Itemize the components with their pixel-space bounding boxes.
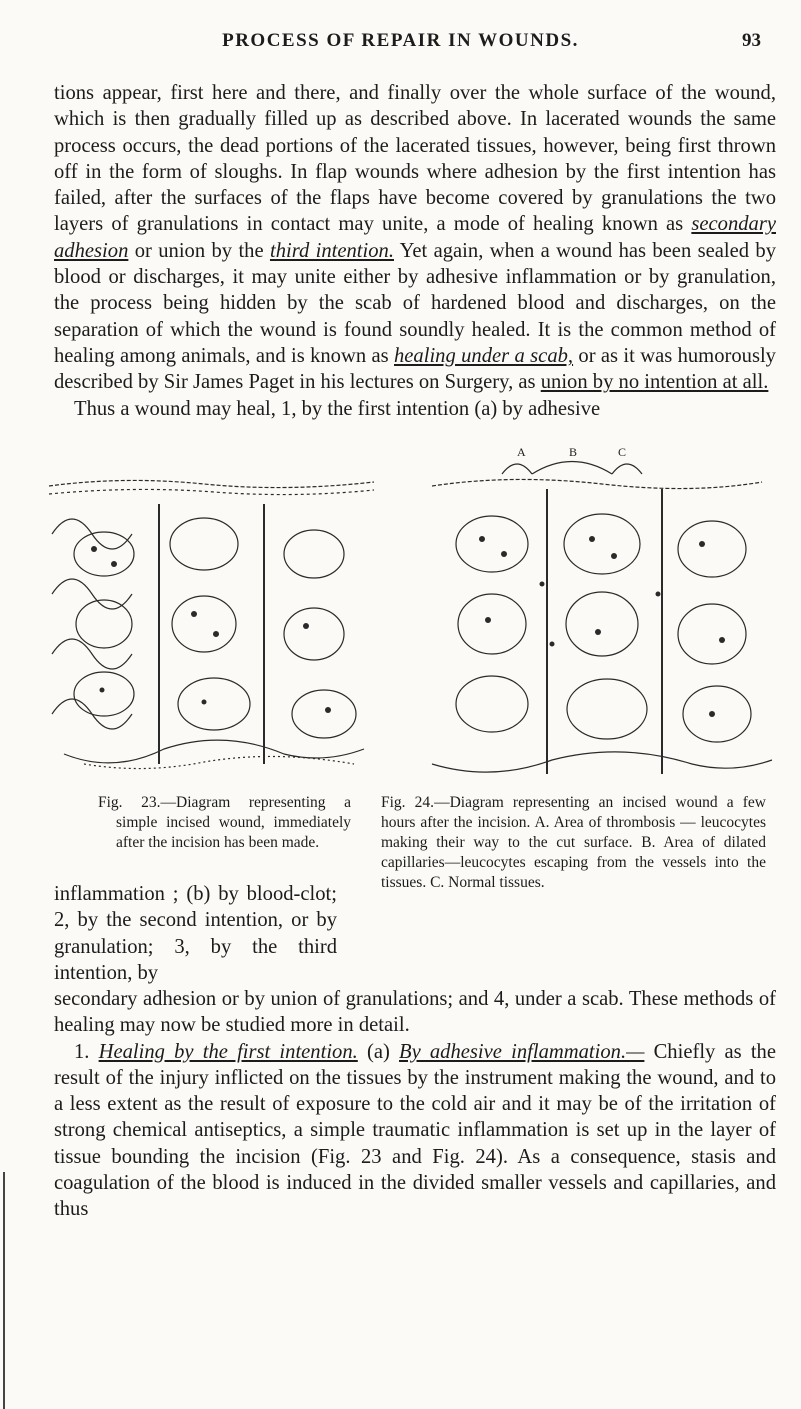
fig24-label-c: C — [618, 445, 627, 459]
para3-sub-label: (a) — [366, 1040, 390, 1063]
para1-text-c: Yet again, when a wound has been sealed by blood or discharges, it may unite either by adhesive inflammation or by granulation, the process being hidden by the scab of hardened blood and discharges, on the separation of which the wound is found soundly healed. It is the common method of healing among animals, and is known as — [54, 239, 777, 367]
fig24-label: Fig. 24. — [381, 794, 435, 811]
para1-emphasis-secondary-adhesion: secondary adhesion — [54, 213, 776, 262]
figure-area — [44, 444, 784, 789]
paragraph-2-3 — [54, 986, 776, 1223]
para3-text: Chiefly as the result of the injury inflicted on the tissues by the instrument making the wound, and to a less extent as the result of exposure to the cold air and it may be of the irritation of strong chemical antiseptics, a simple traumatic inflammation is set up in the layer of tissue bounding the incision (Fig. 23 and Fig. 24). As a consequence, stasis and coagulation of the blood is induced in the divided smaller vessels and capillaries, and thus — [54, 1040, 776, 1221]
side-text-column: inflammation ; (b) by blood-clot; 2, by the second intention, or by granulation; 3, by the third intention, by — [54, 883, 337, 984]
para1-underlined-union: union by no intention at all. — [540, 371, 769, 394]
para1-emphasis-third-intention: third intention. — [269, 239, 394, 262]
running-head — [40, 30, 761, 60]
paragraph-1 — [54, 80, 776, 422]
fig23-caption-text: —Diagram representing a simple incised wound, immediately after the incision has been made. — [116, 794, 351, 851]
fig24-caption-text: —Diagram representing an incised wound a few hours after the incision. A. Area of thrombosis — leucocytes making their way to the cut surface. B. Area of dilated capillaries—leucocytes escaping from the vessels into the tissues. C. Normal tissues. — [381, 794, 766, 891]
figure-24-caption — [381, 793, 766, 893]
figure-24-diagram — [422, 444, 784, 782]
para1-text-b: or union by the — [128, 239, 270, 262]
fig24-label-b: B — [569, 445, 578, 459]
para3-sub-heading: By adhesive inflammation.— — [399, 1040, 645, 1063]
para1-emphasis-healing-under-scab: healing under a scab, — [394, 344, 574, 367]
para1-text-d: or as it was humorously described by Sir James Paget in his lectures on Surgery, as — [54, 344, 776, 394]
para1-text-a: tions appear, first here and there, and finally over the whole surface of the wound, which is then gradually filled up as described above. In lacerated wounds the same process occurs, the dead portions of the lacerated tissues, however, being first thrown off in the form of sloughs. In flap wounds where adhesion by the first intention has failed, after the surfaces of the flaps have become covered by granulations the two layers of granulations in contact may unite, a mode of healing known as — [54, 82, 776, 236]
para3-number: 1. — [74, 1040, 90, 1063]
para3-heading: Healing by the first intention. — [98, 1040, 358, 1063]
fig23-label: Fig. 23. — [98, 794, 161, 811]
figure-23-diagram — [44, 474, 380, 776]
fig24-label-a: A — [517, 445, 526, 459]
running-head-title: PROCESS OF REPAIR IN WOUNDS. — [222, 30, 579, 51]
para2-continuation: secondary adhesion or by union of granulations; and 4, under a scab. These methods of healing may now be studied more in detail. — [54, 988, 776, 1037]
para2-start: Thus a wound may heal, 1, by the first intention (a) by adhesive — [74, 397, 601, 420]
margin-bar — [3, 1172, 5, 1409]
figure-23-caption — [98, 793, 351, 853]
page-number: 93 — [742, 30, 761, 51]
